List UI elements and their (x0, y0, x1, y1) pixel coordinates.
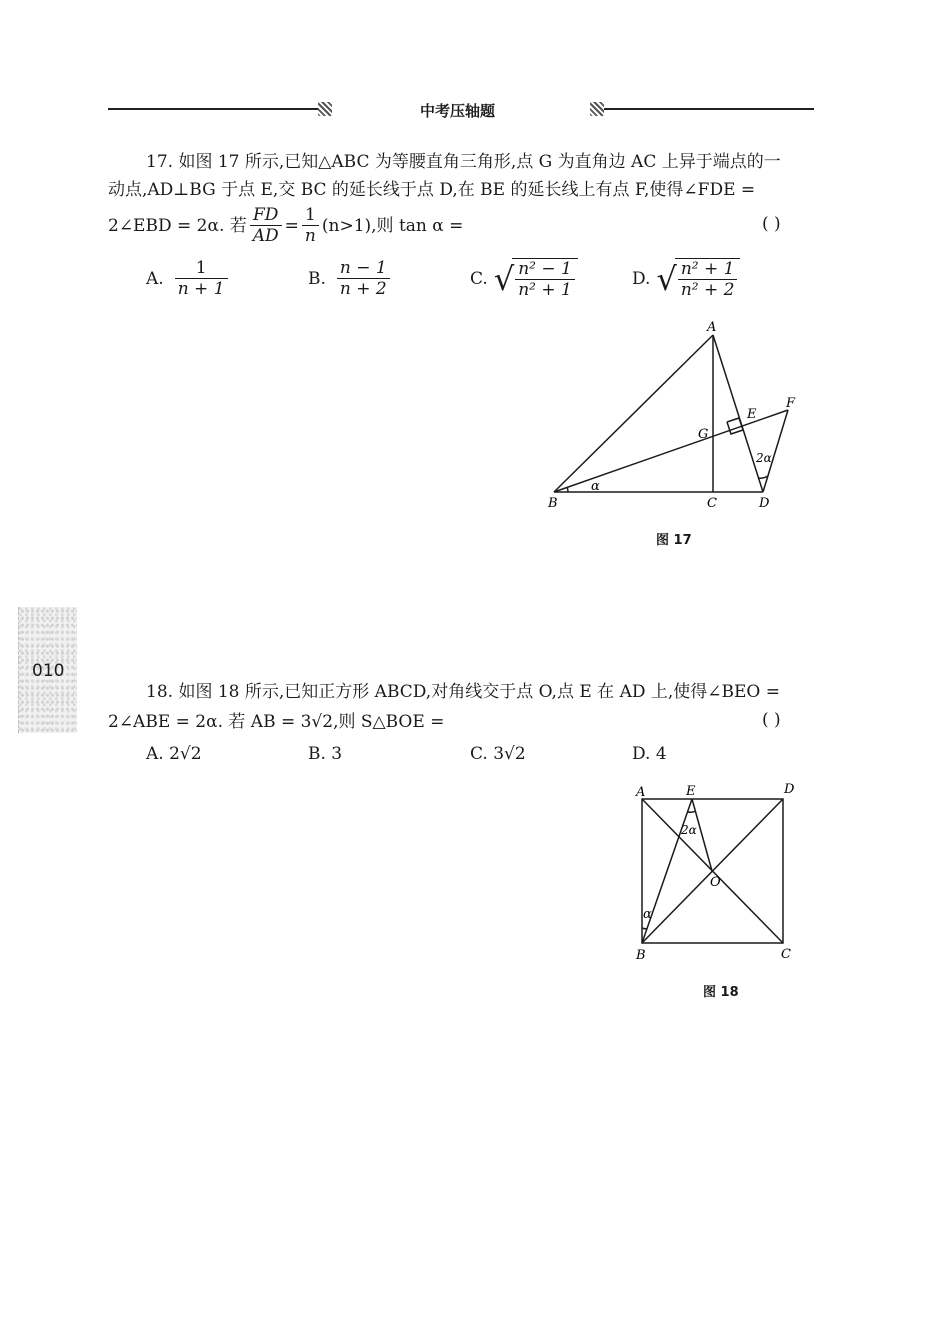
fig17-label-2alpha: 2α (756, 451, 772, 465)
q17-option-a (146, 258, 231, 299)
q17-option-c-fraction (515, 259, 575, 300)
q17-option-a-fraction (175, 258, 228, 299)
sqrt-icon: √ (493, 260, 515, 298)
q17-option-d-fraction (678, 259, 738, 300)
q17-option-d-label: D. (632, 269, 651, 289)
segment-ab (554, 335, 713, 492)
q17-option-b-label: B. (308, 268, 326, 289)
segment-bf (554, 410, 788, 492)
q17-ratio-num: FD (252, 205, 279, 225)
fig17-label-g: G (698, 427, 709, 442)
figure-18-caption: 图 18 (703, 985, 739, 1000)
fig18-label-2alpha: 2α (681, 823, 697, 837)
q17-line2: 动点,AD⊥BG 于点 E,交 BC 的延长线于点 D,在 BE 的延长线上有点 F,使得∠FDE = (108, 180, 756, 200)
q17-option-d (632, 258, 740, 300)
fig18-label-o: O (710, 875, 721, 890)
q18-option-d: D. 4 (632, 744, 667, 764)
q17-ratio-fraction (250, 205, 282, 246)
q17-equals: = (284, 215, 299, 236)
q17-n: n (302, 225, 319, 246)
fig18-label-b: B (636, 948, 646, 963)
angle-arc-2alpha (758, 476, 768, 478)
q18-answer-paren: ( ) (762, 710, 781, 730)
fig17-label-a: A (707, 320, 717, 335)
fig17-label-b: B (548, 496, 558, 511)
q17-answer-paren: ( ) (762, 214, 781, 234)
q18-option-b: B. 3 (308, 744, 343, 764)
fig18-label-c: C (781, 947, 791, 962)
header-rule-right (604, 108, 814, 110)
q17-line3-end: (n>1),则 tan α = (321, 215, 464, 236)
header-title: 中考压轴题 (420, 102, 496, 120)
fig17-label-e: E (747, 407, 757, 422)
q17-option-c-den: n² + 1 (515, 279, 575, 300)
fig18-label-d: D (784, 782, 795, 797)
q17-ratio-den: AD (250, 225, 282, 246)
fig17-label-f: F (786, 396, 796, 411)
fig17-label-c: C (707, 496, 717, 511)
q17-option-b-num: n − 1 (339, 258, 387, 278)
angle-arc-beo (688, 811, 696, 812)
q17-line3 (108, 205, 463, 246)
header-rule-left (108, 108, 318, 110)
angle-arc-abe (642, 928, 647, 929)
q17-option-c (470, 258, 578, 300)
header-ornament-left (318, 102, 332, 116)
fig18-label-e: E (686, 784, 696, 799)
q17-option-a-label: A. (146, 268, 164, 289)
q18-option-a: A. 2√2 (146, 744, 202, 764)
q17-option-d-den: n² + 2 (678, 279, 738, 300)
q17-option-c-label: C. (470, 269, 488, 289)
q17-option-a-num: 1 (195, 258, 207, 278)
q17-option-d-sqrt (656, 258, 740, 300)
q17-one: 1 (304, 205, 316, 225)
q17-option-b (308, 258, 393, 299)
fig17-label-d: D (759, 496, 770, 511)
q17-line1: 17. 如图 17 所示,已知△ABC 为等腰直角三角形,点 G 为直角边 AC 上异于端点的一 (146, 152, 781, 172)
figure-18 (625, 780, 800, 965)
q17-option-c-num: n² − 1 (518, 259, 572, 279)
sqrt-icon: √ (656, 260, 677, 298)
q18-line1: 18. 如图 18 所示,已知正方形 ABCD,对角线交于点 O,点 E 在 AD 上,使得∠BEO = (146, 682, 781, 702)
q17-option-a-den: n + 1 (175, 278, 228, 299)
header-ornament-right (590, 102, 604, 116)
fig18-label-a: A (636, 785, 646, 800)
q18-line2: 2∠ABE = 2α. 若 AB = 3√2,则 S△BOE = (108, 712, 445, 732)
q17-option-c-sqrt (494, 258, 578, 300)
fig17-label-alpha: α (591, 479, 600, 494)
figure-17 (540, 315, 810, 515)
q17-option-b-fraction (337, 258, 390, 299)
q17-option-d-num: n² + 1 (680, 259, 735, 279)
q17-option-b-den: n + 2 (337, 278, 390, 299)
fig18-label-alpha: α (643, 907, 652, 922)
figure-17-caption: 图 17 (656, 533, 692, 548)
page-number: 010 (32, 661, 65, 681)
q17-one-over-n (302, 205, 319, 246)
q18-option-c: C. 3√2 (470, 744, 526, 764)
q17-line3-start: 2∠EBD = 2α. 若 (108, 215, 247, 236)
